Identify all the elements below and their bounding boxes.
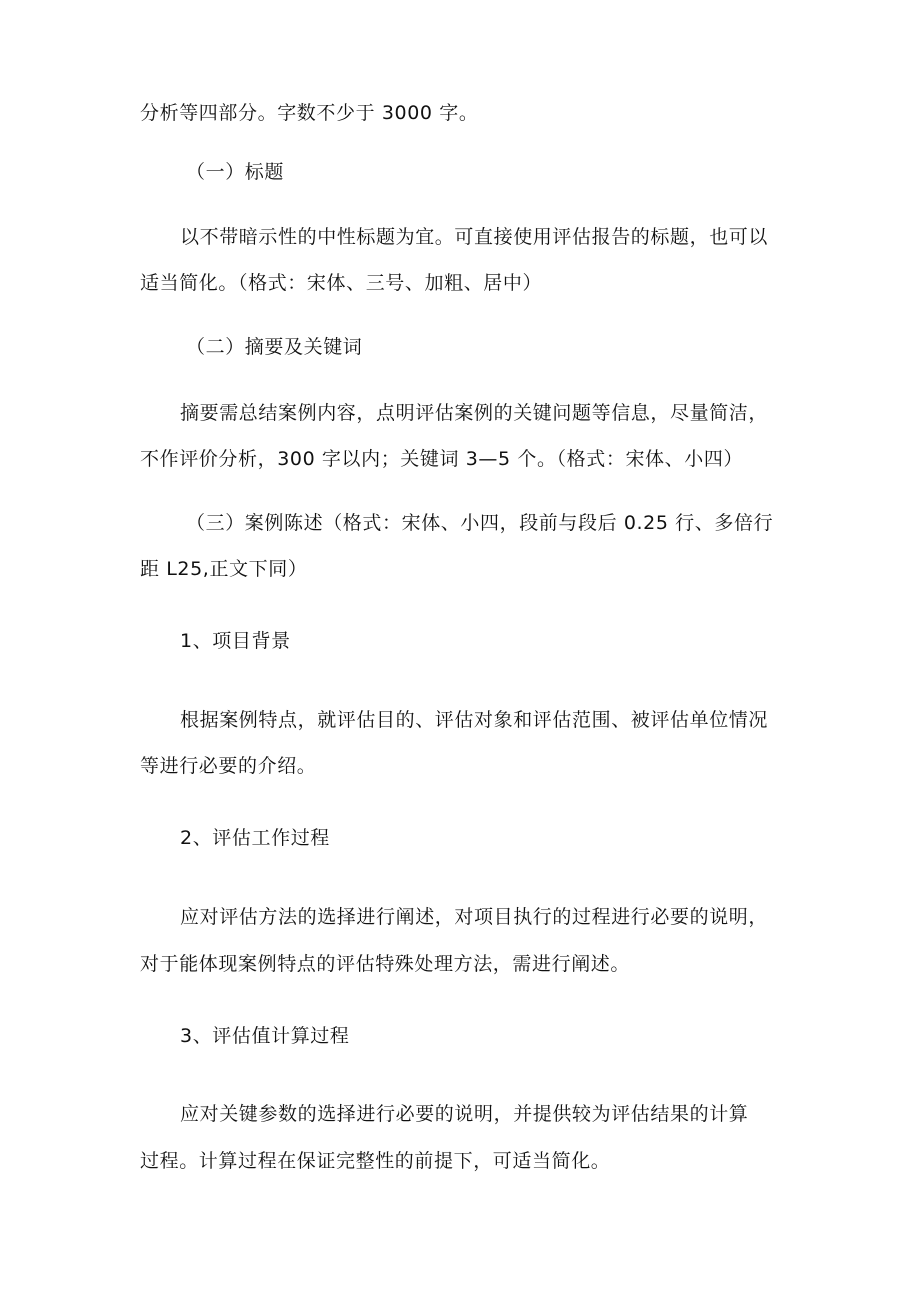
subsection-heading: 2、评估工作过程 bbox=[180, 827, 330, 849]
section-heading-case-statement: （三）案例陈述（格式：宋体、小四，段前与段后 0.25 行、多倍行 bbox=[186, 512, 774, 534]
subsection-heading: 3、评估值计算过程 bbox=[180, 1025, 350, 1047]
paragraph-line: 应对评估方法的选择进行阐述，对项目执行的过程进行必要的说明， bbox=[180, 906, 769, 928]
section-heading-abstract: （二）摘要及关键词 bbox=[186, 336, 363, 358]
section-heading-case-statement-cont: 距 L25,正文下同） bbox=[140, 558, 308, 580]
intro-text-line: 分析等四部分。字数不少于 3000 字。 bbox=[140, 102, 479, 124]
paragraph-line: 适当简化。（格式：宋体、三号、加粗、居中） bbox=[140, 272, 543, 294]
paragraph-line: 不作评价分析，300 字以内；关键词 3—5 个。（格式：宋体、小四） bbox=[140, 448, 744, 470]
subsection-heading: 1、项目背景 bbox=[180, 630, 291, 652]
paragraph-line: 根据案例特点，就评估目的、评估对象和评估范围、被评估单位情况 bbox=[180, 709, 769, 731]
paragraph-line: 对于能体现案例特点的评估特殊处理方法，需进行阐述。 bbox=[140, 953, 631, 975]
paragraph-line: 以不带暗示性的中性标题为宜。可直接使用评估报告的标题，也可以 bbox=[180, 226, 769, 248]
paragraph-line: 过程。计算过程在保证完整性的前提下，可适当简化。 bbox=[140, 1150, 611, 1172]
paragraph-line: 应对关键参数的选择进行必要的说明，并提供较为评估结果的计算 bbox=[180, 1103, 749, 1125]
paragraph-line: 摘要需总结案例内容，点明评估案例的关键问题等信息，尽量简洁， bbox=[180, 402, 769, 424]
section-heading-title: （一）标题 bbox=[186, 161, 285, 183]
paragraph-line: 等进行必要的介绍。 bbox=[140, 755, 317, 777]
